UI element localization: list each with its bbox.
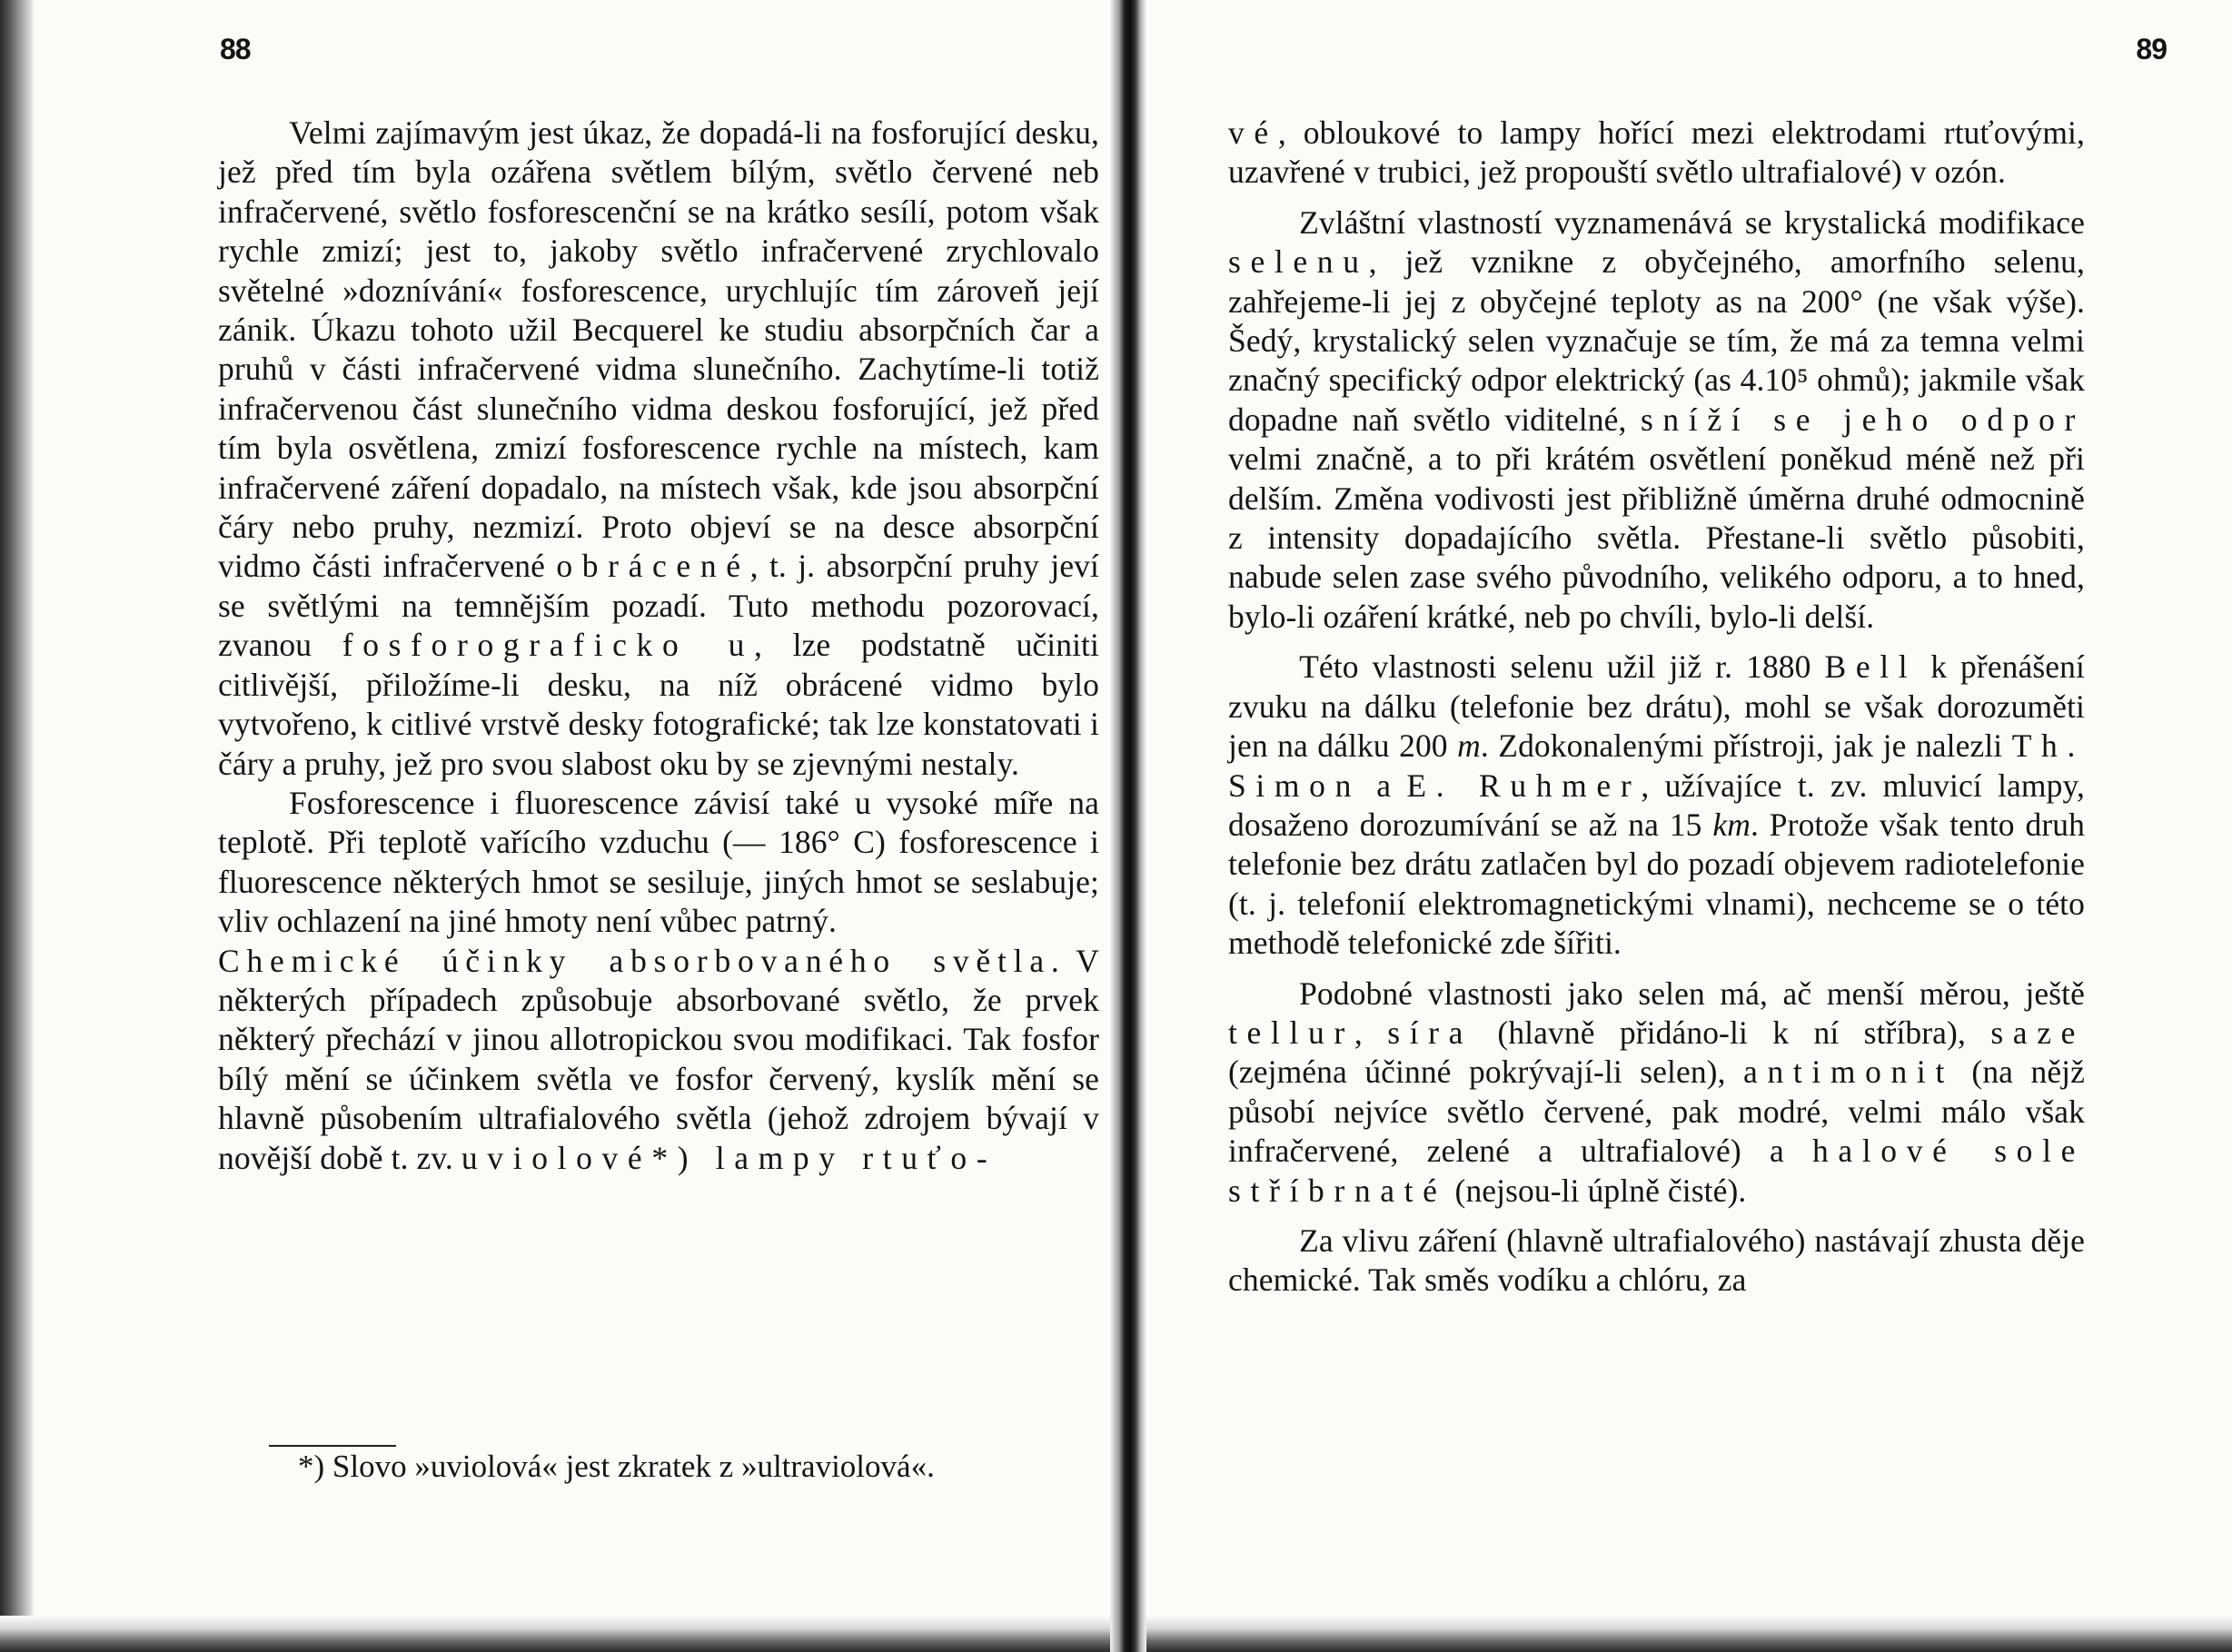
spaced-term: tellur xyxy=(1228,1014,1354,1051)
paragraph-continuation xyxy=(1228,114,2085,193)
paragraph-text: , jež vznikne z obyčejného, amorfního selenu, zahřejeme-li jej z obyčejné teploty as na 200° (ne však výše). Šedý, krystalický selen vyznačuje se tím, že má za temna velmi značný specifický odpor elektrický (as 4.10⁵ ohmů); jakmile však dopadne naň světlo viditelné, xyxy=(1228,243,2085,438)
paragraph-text: , lze podstatně učiniti citlivější, přiložíme-li desku, na níž obrácené vidmo bylo vytvořeno, k citlivé vrstvě desky fotografické; tak lze konstatovati i čáry a pruhy, jež pro svou slabost oku by se zjevnými nestaly. xyxy=(218,627,1099,782)
paragraph-text: , užívajíce t. zv. mluvicí lampy, dosaženo dorozumívání se až na 15 xyxy=(1228,767,2085,843)
paragraph-text: velmi značně, a to při krátém osvětlení poněkud méně než při delším. Změna vodivosti jest přibližně úměrna druhé odmocnině z intensity dopadajícího světla. Přestane-li světlo působiti, nabude selen zase svého původního, velikého odporu, a to hned, bylo-li ozáření krátké, neb po chvíli, bylo-li delší. xyxy=(1228,440,2085,635)
spaced-term: saze xyxy=(1990,1014,2086,1051)
paragraph-text: (na nějž působí nejvíce světlo červené, pak modré, velmi málo však infračervené, zelené a ultrafialové) a xyxy=(1228,1054,2085,1170)
book-gutter xyxy=(1110,0,1146,1652)
paragraph-text: Podobné vlastnosti jako selen má, ač menší měrou, ještě xyxy=(1299,974,2085,1012)
paragraph-selenium xyxy=(1228,203,2085,637)
spaced-term: halové sole stříbrnaté xyxy=(1228,1133,2085,1209)
paragraph-text: k přenášení zvuku na dálku (telefonie bez drátu), mohl se však dorozuměti jen na dálku 200 xyxy=(1228,648,2085,765)
paragraph-text: , t. j. absorpční pruhy jeví se světlými na temnějším pozadí. Tuto methodu pozorovací, zvanou xyxy=(218,548,1099,664)
page-number-right: 89 xyxy=(2136,33,2167,65)
unit: m xyxy=(1457,727,1481,765)
section-heading: Chemické účinky absorbovaného světla. xyxy=(218,942,1066,979)
person-name: E. Ruhmer xyxy=(1406,767,1642,804)
spaced-term: obrácené xyxy=(556,548,750,585)
paragraph-text: . Zdokonalenými přístroji, jak je nalezli xyxy=(1480,727,2003,765)
unit: km xyxy=(1712,806,1751,843)
right-page xyxy=(1146,0,2232,1652)
paragraph-text: , xyxy=(1354,1014,1363,1051)
paragraph-text: Fosforescence i fluorescence závisí také u vysoké míře na teplotě. Při teplotě vařícího vzduchu (— 186° C) fosforescence i fluorescence některých hmot se sesiluje, jiných hmot se seslabuje; vliv ochlazení na jiné hmoty není vůbec patrný. xyxy=(218,784,1099,940)
spaced-term: sníží se jeho odpor xyxy=(1640,401,2085,438)
spaced-term: uviolové*) lampy rtuťo- xyxy=(461,1139,997,1176)
left-page xyxy=(35,0,1110,1652)
paragraph-similar-materials xyxy=(1228,974,2085,1211)
left-page-text xyxy=(218,114,1099,1178)
paragraph-phosphorescence-1 xyxy=(218,114,1099,784)
paragraph-temperature xyxy=(218,784,1099,942)
paragraph-text: , obloukové to lampy hořící mezi elektrodami rtuťovými, uzavřené v trubici, jež propouští světlo ultrafialové) v ozón. xyxy=(1228,114,2085,191)
footnote: *) Slovo »uviolová« jest zkratek z »ultraviolová«. xyxy=(298,1449,935,1484)
paragraph-chemical-effects xyxy=(218,942,1099,1178)
person-name: Bell xyxy=(1824,648,1918,686)
paragraph-text: Velmi zajímavým jest úkaz, že dopadá-li na fosforující desku, jež před tím byla ozářena světlem bílým, světlo červené neb infračervené, světlo fosforescenční se na krátko sesílí, potom však rychle zmizí; jest to, jakoby světlo infračervené zrychlovalo světelné »doznívání« fosforescence, urychlujíc tím zároveň její zánik. Úkazu tohoto užil Becquerel ke studiu absorpčních čar a pruhů v části infračervené vidma slunečního. Zachytíme-li totiž infračervenou část slunečního vidma deskou fosforující, jež před tím byla osvětlena, zmizí fosforescence rychle na místech, kam infračervené záření dopadalo, na místech však, kde jsou absorpční čáry nebo pruhy, nezmizí. Proto objeví se na desce absorpční vidmo části infračervené xyxy=(218,114,1099,585)
spaced-term: fosforograficko u xyxy=(342,627,754,664)
spaced-term: vé xyxy=(1228,114,1278,151)
paragraph-text: a xyxy=(1360,767,1392,804)
page-number-left: 88 xyxy=(220,33,251,65)
paragraph-text: V některých případech způsobuje absorbované světlo, že prvek některý přechází v jinou allotropickou svou modifikaci. Tak fosfor bílý mění se účinkem světla ve fosfor červený, kyslík mění se hlavně působením ultrafialového světla (jehož zdrojem bývají v novější době t. zv. xyxy=(218,942,1100,1176)
paragraph-text: Zvláštní vlastností vyznamenává se krystalická modifikace xyxy=(1299,203,2085,241)
paragraph-text: Za vlivu záření (hlavně ultrafialového) nastávají zhusta děje chemické. Tak směs vodíku a chlóru, za xyxy=(1228,1222,2085,1299)
spaced-term: síra xyxy=(1387,1014,1473,1051)
paragraph-text: Této vlastnosti selenu užil již r. 1880 xyxy=(1299,648,1811,686)
paragraph-text: (hlavně přidáno-li k ní stříbra), xyxy=(1473,1014,1966,1051)
paragraph-text: . Protože však tento druh telefonie bez drátu zatlačen byl do pozadí objevem radiotelefonie (t. j. telefonií elektromagnetickými vlnami), nechceme se o této methodě telefonické zde šířiti. xyxy=(1228,806,2085,962)
scan-left-edge xyxy=(0,0,35,1652)
right-page-text xyxy=(1228,114,2085,1301)
spaced-term: selenu xyxy=(1228,243,1369,281)
paragraph-chemical-reactions xyxy=(1228,1222,2085,1301)
paragraph-text: (zejména účinné pokrývají-li selen), xyxy=(1228,1054,1726,1091)
paragraph-bell xyxy=(1228,648,2085,963)
paragraph-text: (nejsou-li úplně čisté). xyxy=(1446,1172,1747,1209)
spaced-term: antimonit xyxy=(1743,1054,1954,1091)
person-name: Th. Simon xyxy=(1228,727,2085,804)
